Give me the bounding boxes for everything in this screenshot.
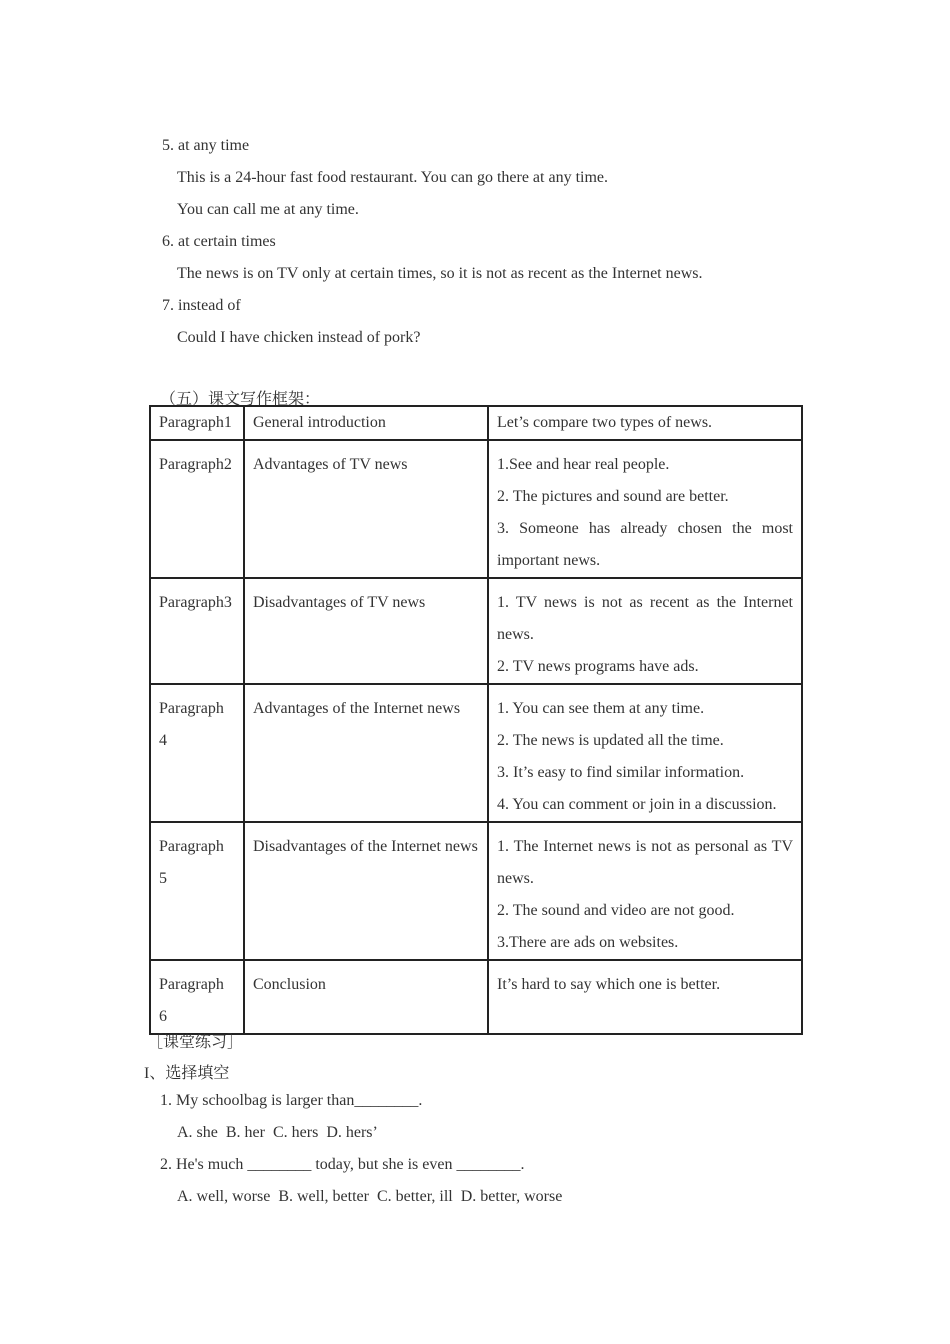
point: 2. The sound and video are not good. (497, 902, 735, 919)
writing-framework-table (149, 405, 803, 1035)
table-row (150, 822, 802, 960)
point: 1.See and hear real people. (497, 456, 670, 473)
question-1: 1. My schoolbag is larger than________. (160, 1092, 423, 1109)
section-title: I、选择填空 (144, 1065, 230, 1082)
question-2: 2. He's much ________ today, but she is even ________. (160, 1156, 525, 1173)
paragraph-label: Paragraph 6 (150, 960, 244, 1034)
paragraph-points (488, 406, 802, 440)
vocab-item-5: 5. at any time (162, 137, 250, 154)
vocab-example: This is a 24-hour fast food restaurant. You can go there at any time. (177, 169, 609, 186)
vocab-example: You can call me at any time. (177, 201, 359, 218)
table-row (150, 406, 802, 440)
paragraph-topic: Advantages of the Internet news (244, 684, 488, 822)
paragraph-label: Paragraph1 (150, 406, 244, 440)
framework-heading: （五）课文写作框架： (160, 391, 321, 408)
point: 3. Someone has already chosen the most important news. (497, 520, 793, 569)
vocab-example: Could I have chicken instead of pork? (177, 329, 421, 346)
point: 1. TV news is not as recent as the Internet news. (497, 594, 793, 643)
point: 1. You can see them at any time. (497, 700, 705, 717)
paragraph-topic: Disadvantages of the Internet news (244, 822, 488, 960)
vocab-example: The news is on TV only at certain times, so it is not as recent as the Internet news. (177, 265, 703, 282)
point: Let’s compare two types of news. (497, 414, 713, 431)
question-1-options: A. she B. her C. hers D. hers’ (177, 1124, 378, 1141)
point: 3. It’s easy to find similar information. (497, 764, 745, 781)
paragraph-topic: Disadvantages of TV news (244, 578, 488, 684)
table-row (150, 578, 802, 684)
paragraph-label: Paragraph 5 (150, 822, 244, 960)
point: 3.There are ads on websites. (497, 934, 679, 951)
paragraph-label: Paragraph3 (150, 578, 244, 684)
table-row (150, 440, 802, 578)
point: 1. The Internet news is not as personal as TV news. (497, 838, 793, 887)
paragraph-points (488, 578, 802, 684)
point: 2. The news is updated all the time. (497, 732, 724, 749)
table-row (150, 960, 802, 1034)
paragraph-topic: Advantages of TV news (244, 440, 488, 578)
paragraph-topic: General introduction (244, 406, 488, 440)
paragraph-topic: Conclusion (244, 960, 488, 1034)
point: 4. You can comment or join in a discussion. (497, 796, 777, 813)
point: 2. TV news programs have ads. (497, 658, 699, 675)
question-2-options: A. well, worse B. well, better C. better, ill D. better, worse (177, 1188, 563, 1205)
practice-heading: ［课堂练习］ (147, 1034, 244, 1051)
paragraph-label: Paragraph 4 (150, 684, 244, 822)
paragraph-points (488, 684, 802, 822)
point: It’s hard to say which one is better. (497, 976, 721, 993)
paragraph-points (488, 440, 802, 578)
paragraph-points (488, 960, 802, 1034)
paragraph-points (488, 822, 802, 960)
table-row (150, 684, 802, 822)
vocab-item-7: 7. instead of (162, 297, 241, 314)
paragraph-label: Paragraph2 (150, 440, 244, 578)
vocab-item-6: 6. at certain times (162, 233, 276, 250)
point: 2. The pictures and sound are better. (497, 488, 729, 505)
